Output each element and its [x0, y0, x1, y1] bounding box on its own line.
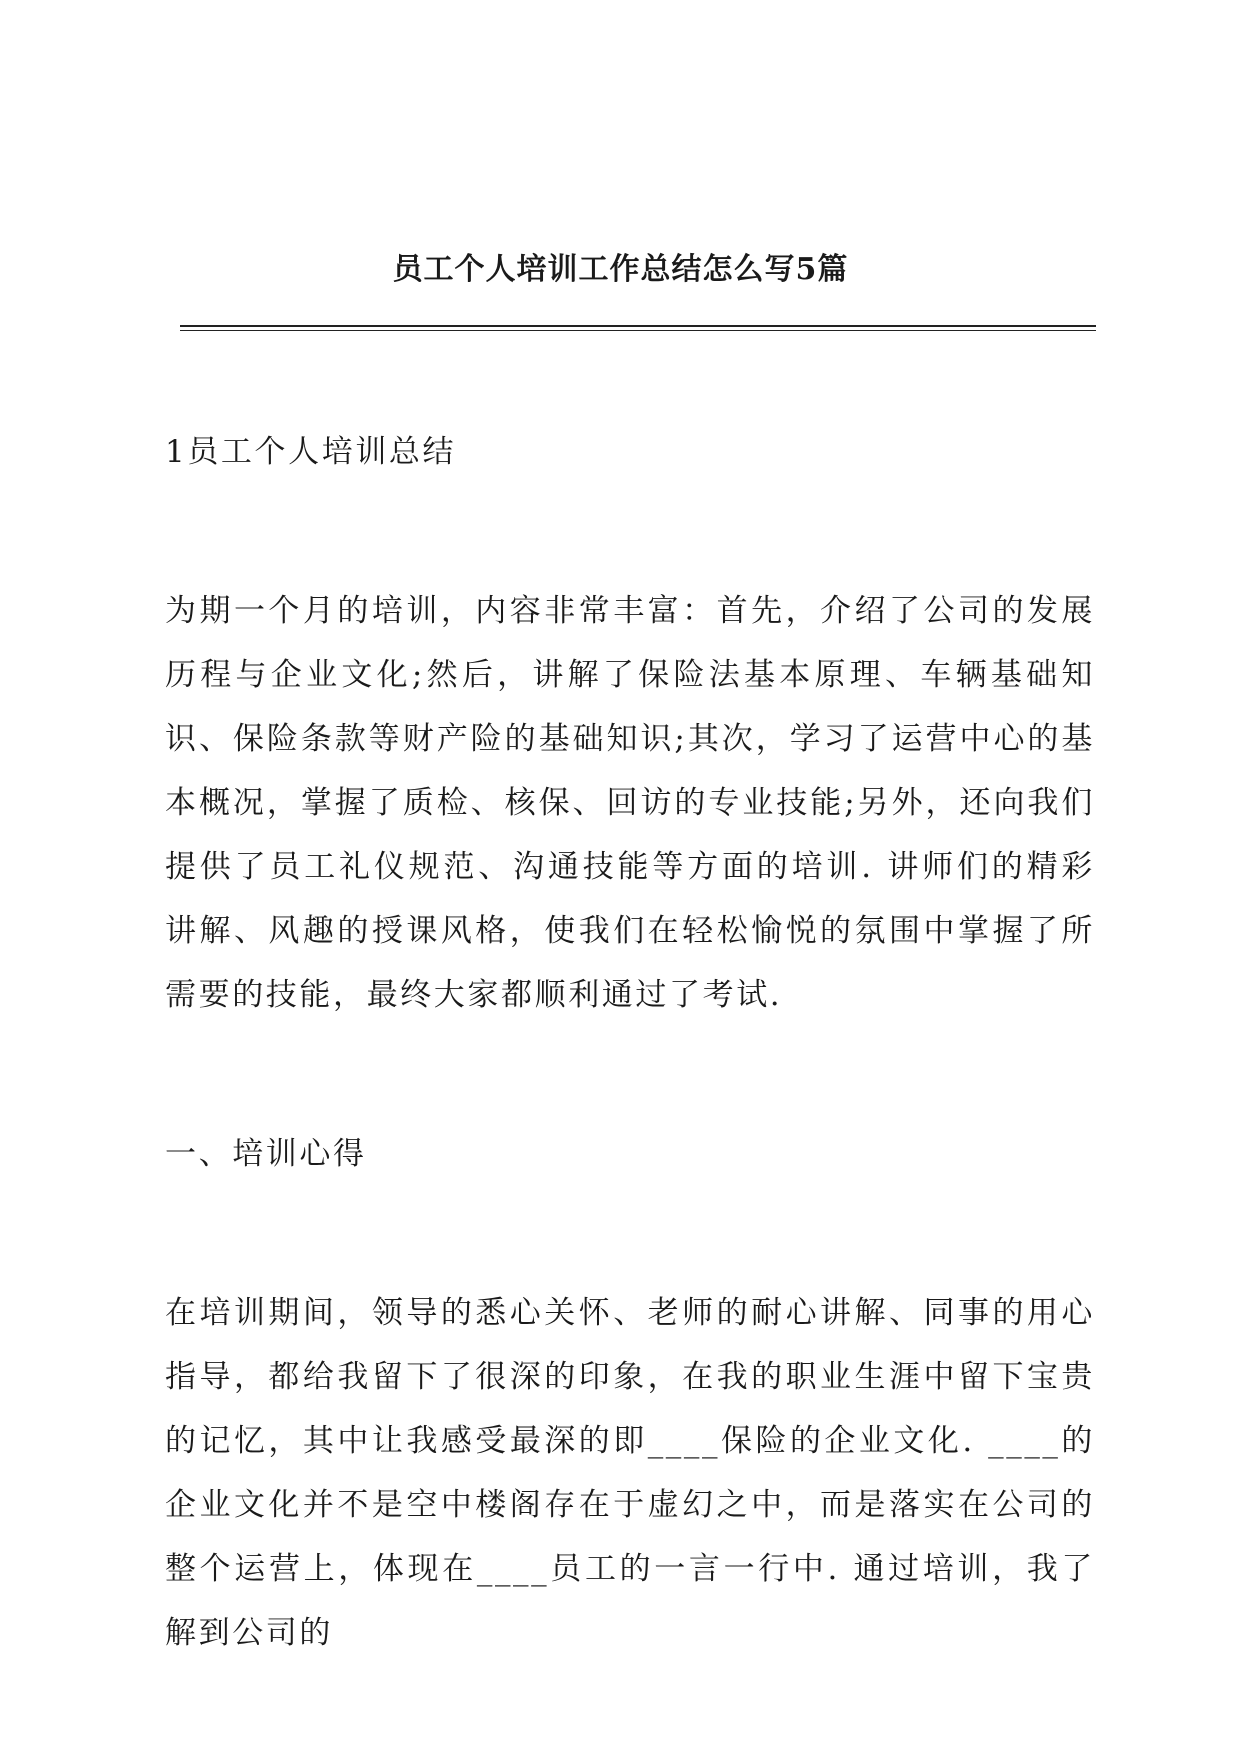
document-body	[165, 420, 1095, 1665]
section-heading: 1员工个人培训总结	[165, 434, 457, 470]
sub-heading: 一、培训心得	[165, 1136, 367, 1172]
body-paragraph: 在培训期间，领导的悉心关怀、老师的耐心讲解、同事的用心指导，都给我留下了很深的印象，在我的职业生涯中留下宝贵的记忆，其中让我感受最深的即____保险的企业文化. ____的企业文化并不是空中楼阁存在于虚幻之中，而是落实在公司的整个运营上，体现在____员工的一言一行中. 通过培训，我了解到公司的	[165, 1295, 1095, 1651]
title-double-rule	[180, 325, 1096, 331]
document-title: 员工个人培训工作总结怎么写5篇	[392, 252, 849, 287]
body-paragraph: 为期一个月的培训，内容非常丰富：首先，介绍了公司的发展历程与企业文化;然后，讲解了保险法基本原理、车辆基础知识、保险条款等财产险的基础知识;其次，学习了运营中心的基本概况，掌握了质检、核保、回访的专业技能;另外，还向我们提供了员工礼仪规范、沟通技能等方面的培训. 讲师们的精彩讲解、风趣的授课风格，使我们在轻松愉悦的氛围中掌握了所需要的技能，最终大家都顺利通过了考试.	[165, 593, 1095, 1013]
